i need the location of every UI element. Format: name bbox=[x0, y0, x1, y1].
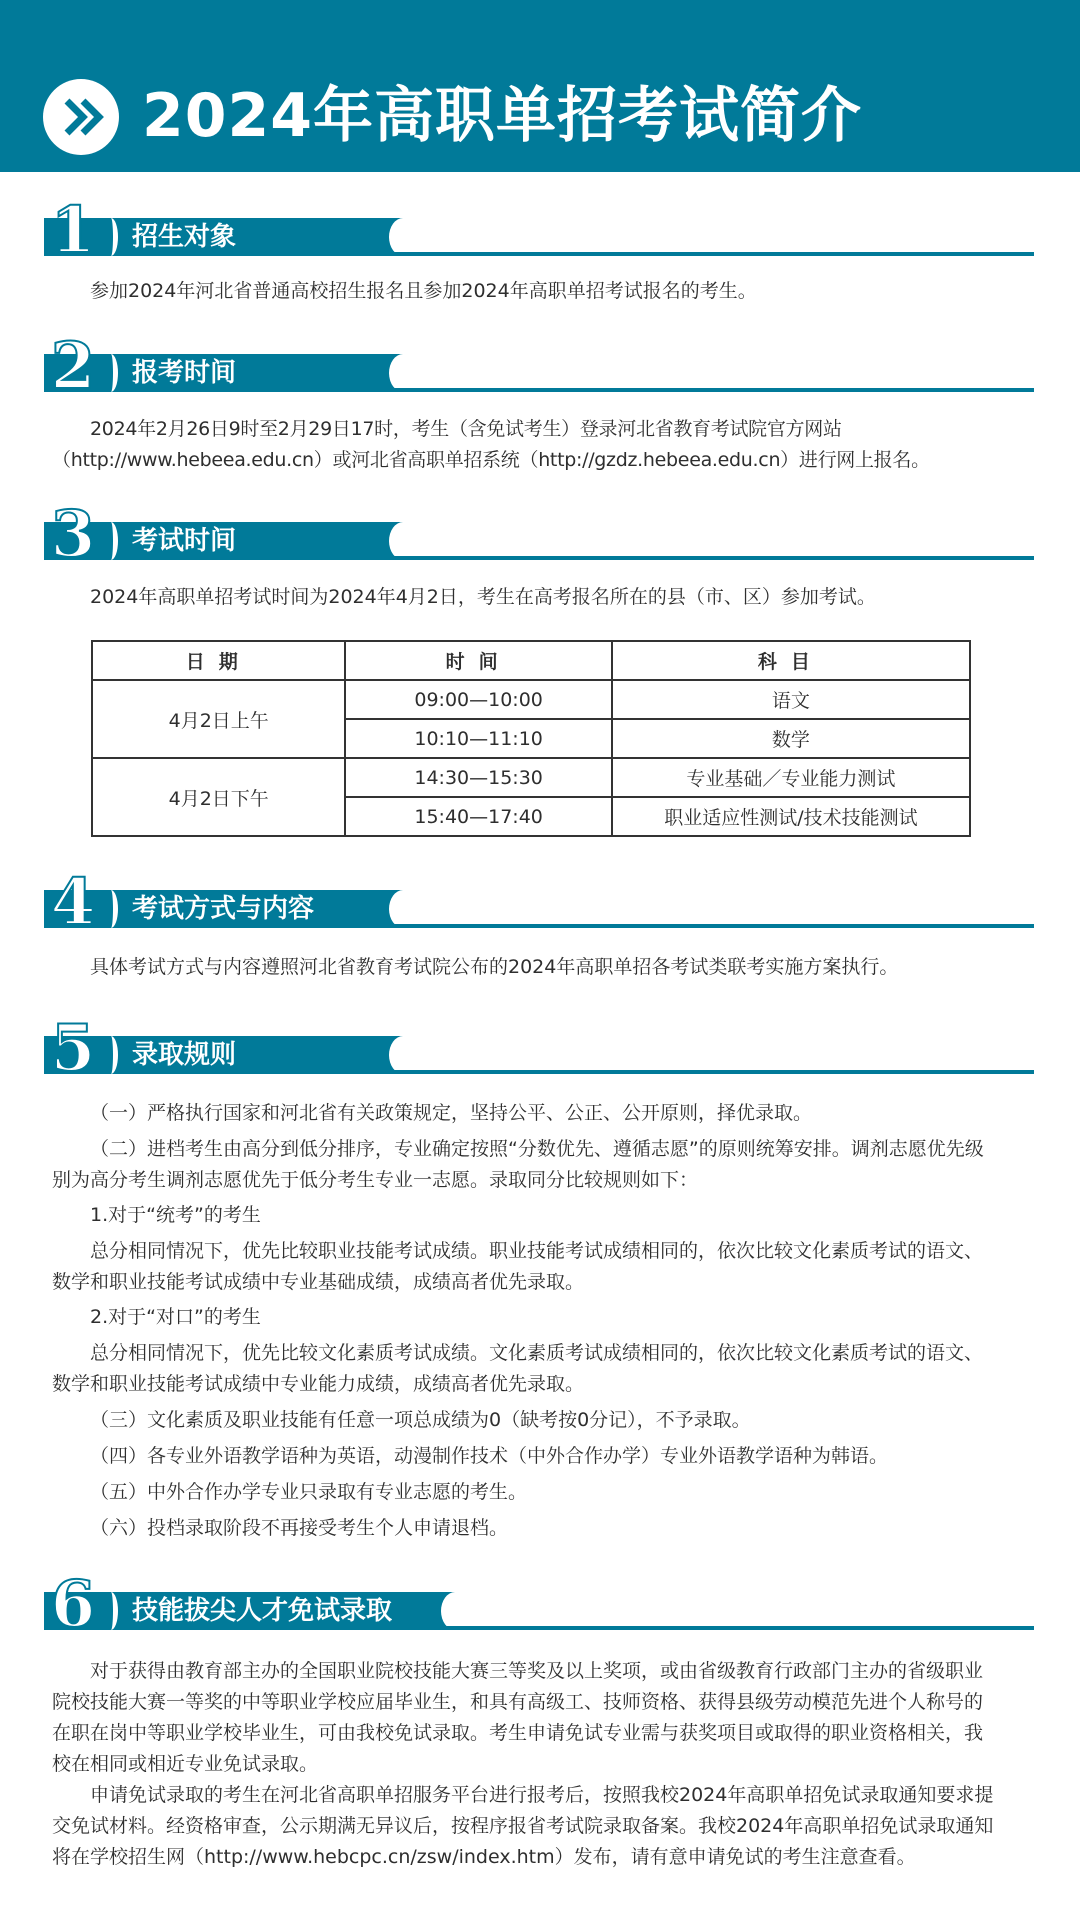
table-row bbox=[92, 758, 970, 797]
paragraph: 1.对于“统考”的考生 bbox=[90, 1204, 261, 1226]
section-heading-6 bbox=[44, 1567, 994, 1642]
section-title: 招生对象 bbox=[132, 222, 237, 252]
paragraph: 对于获得由教育部主办的全国职业院校技能大赛三等奖及以上奖项，或由省级教育行政部门主办的省级职业院校技能大赛一等奖的中等职业学校应届毕业生，和具有高级工、技师资格、获得县级劳动模范先进个人称号的在职在岗中等职业学校毕业生，可由我校免试录取。考生申请免试专业需与获奖项目或取得的职业资格相关，我校在相同或相近专业免试录取。 bbox=[52, 1660, 984, 1775]
section-number: 1 bbox=[50, 193, 96, 268]
paragraph: （五）中外合作办学专业只录取有专业志愿的考生。 bbox=[90, 1481, 528, 1503]
heading-separator bbox=[104, 354, 118, 392]
section-number: 5 bbox=[50, 1011, 96, 1086]
time-cell: 10:10—11:10 bbox=[345, 719, 611, 758]
heading-underline bbox=[389, 924, 1034, 928]
section-title: 考试方式与内容 bbox=[132, 894, 315, 924]
column-header-time: 时间 bbox=[345, 641, 611, 680]
paragraph: 申请免试录取的考生在河北省高职单招服务平台进行报考后，按照我校2024年高职单招免试录取通知要求提交免试材料。经资格审查，公示期满无异议后，按程序报省考试院录取备案。我校2024年高职单招免试录取通知将在学校招生网（http://www.hebcpc.cn/zsw/index.htm）发布，请有意申请免试的考生注意查看。 bbox=[52, 1784, 994, 1868]
section-number: 6 bbox=[50, 1567, 96, 1642]
section-heading-5 bbox=[44, 1011, 994, 1086]
paragraph: 参加2024年河北省普通高校招生报名且参加2024年高职单招考试报名的考生。 bbox=[90, 280, 757, 302]
paragraph: 具体考试方式与内容遵照河北省教育考试院公布的2024年高职单招各考试类联考实施方案执行。 bbox=[90, 956, 899, 978]
heading-separator bbox=[104, 890, 118, 928]
paragraph: 总分相同情况下，优先比较文化素质考试成绩。文化素质考试成绩相同的，依次比较文化素质考试的语文、数学和职业技能考试成绩中专业能力成绩，成绩高者优先录取。 bbox=[52, 1342, 984, 1395]
subject-cell: 专业基础／专业能力测试 bbox=[612, 758, 970, 797]
exam-schedule-table bbox=[91, 640, 971, 837]
date-cell: 4月2日下午 bbox=[92, 758, 345, 836]
section-number: 4 bbox=[50, 865, 96, 940]
section-title: 报考时间 bbox=[132, 358, 237, 388]
paragraph: 总分相同情况下，优先比较职业技能考试成绩。职业技能考试成绩相同的，依次比较文化素质考试的语文、数学和职业技能考试成绩中专业基础成绩，成绩高者优先录取。 bbox=[52, 1240, 984, 1293]
time-cell: 15:40—17:40 bbox=[345, 797, 611, 836]
paragraph: 2024年2月26日9时至2月29日17时，考生（含免试考生）登录河北省教育考试院官方网站（http://www.hebeea.edu.cn）或河北省高职单招系统（http://gzdz.hebeea.edu.cn）进行网上报名。 bbox=[52, 418, 930, 471]
paragraph: （四）各专业外语教学语种为英语，动漫制作技术（中外合作办学）专业外语教学语种为韩语。 bbox=[90, 1445, 889, 1467]
heading-separator bbox=[104, 1036, 118, 1074]
paragraph: 2.对于“对口”的考生 bbox=[90, 1306, 261, 1328]
heading-separator bbox=[104, 522, 118, 560]
section-heading-2 bbox=[44, 329, 994, 404]
table-row bbox=[92, 680, 970, 719]
paragraph: 2024年高职单招考试时间为2024年4月2日，考生在高考报名所在的县（市、区）参加考试。 bbox=[90, 586, 876, 608]
heading-underline bbox=[441, 1626, 1034, 1630]
section-heading-3 bbox=[44, 497, 994, 572]
paragraph: （三）文化素质及职业技能有任意一项总成绩为0（缺考按0分记），不予录取。 bbox=[90, 1409, 751, 1431]
heading-underline bbox=[389, 388, 1034, 392]
column-header-date: 日期 bbox=[92, 641, 345, 680]
table-header-row bbox=[92, 641, 970, 680]
subject-cell: 职业适应性测试/技术技能测试 bbox=[612, 797, 970, 836]
section-title: 技能拔尖人才免试录取 bbox=[132, 1596, 393, 1626]
time-cell: 14:30—15:30 bbox=[345, 758, 611, 797]
subject-cell: 数学 bbox=[612, 719, 970, 758]
double-chevron-right-icon bbox=[43, 79, 119, 155]
column-header-subject: 科目 bbox=[612, 641, 970, 680]
heading-underline bbox=[389, 252, 1034, 256]
heading-underline bbox=[389, 556, 1034, 560]
heading-underline bbox=[389, 1070, 1034, 1074]
subject-cell: 语文 bbox=[612, 680, 970, 719]
page-title: 2024年高职单招考试简介 bbox=[142, 81, 862, 151]
paragraph: （二）进档考生由高分到低分排序，专业确定按照“分数优先、遵循志愿”的原则统筹安排。调剂志愿优先级别为高分考生调剂志愿优先于低分考生专业一志愿。录取同分比较规则如下： bbox=[52, 1138, 984, 1191]
date-cell: 4月2日上午 bbox=[92, 680, 345, 758]
time-cell: 09:00—10:00 bbox=[345, 680, 611, 719]
section-title: 考试时间 bbox=[132, 526, 237, 556]
heading-separator bbox=[104, 218, 118, 256]
section-heading-4 bbox=[44, 865, 994, 940]
page-banner bbox=[0, 0, 1080, 172]
section-number: 3 bbox=[50, 497, 96, 572]
section-title: 录取规则 bbox=[132, 1040, 237, 1070]
section-heading-1 bbox=[44, 193, 994, 268]
section-number: 2 bbox=[50, 329, 96, 404]
heading-separator bbox=[104, 1592, 118, 1630]
paragraph: （六）投档录取阶段不再接受考生个人申请退档。 bbox=[90, 1517, 509, 1539]
paragraph: （一）严格执行国家和河北省有关政策规定，坚持公平、公正、公开原则，择优录取。 bbox=[90, 1102, 813, 1124]
